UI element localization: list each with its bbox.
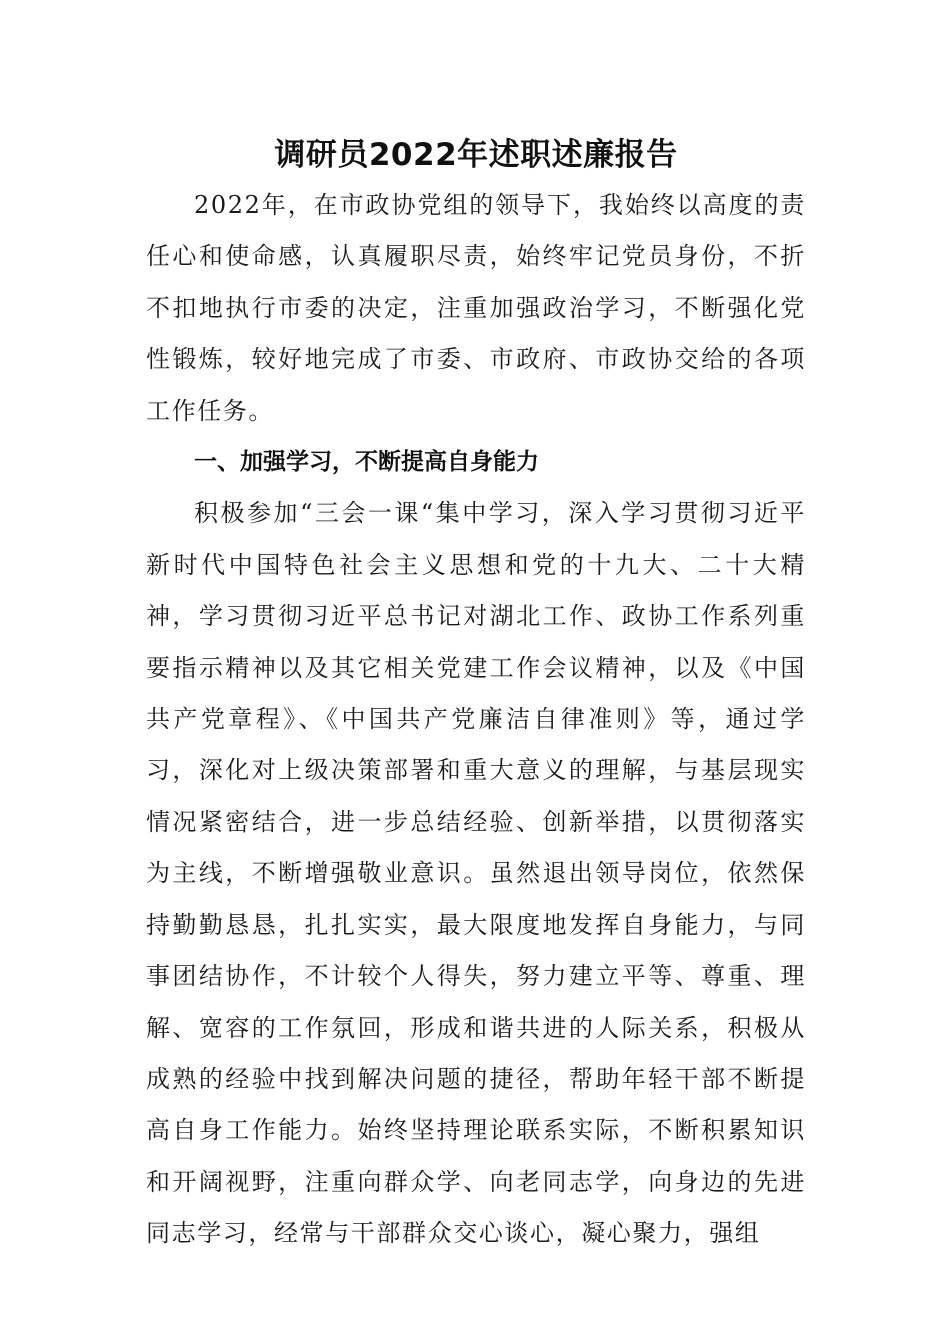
document-page	[146, 128, 806, 1260]
document-title: 调研员2022年述职述廉报告	[274, 137, 678, 173]
section-heading-1: 一、加强学习，不断提高自身能力	[194, 449, 539, 476]
intro-paragraph: 2022年，在市政协党组的领导下，我始终以高度的责任心和使命感，认真履职尽责，始终牢记党员身份，不折不扣地执行市委的决定，注重加强政治学习，不断强化党性锻炼，较好地完成了市委、市政府、市政协交给的各项工作任务。	[146, 191, 806, 425]
section-paragraph-1: 积极参加“三会一课“集中学习，深入学习贯彻习近平新时代中国特色社会主义思想和党的十九大、二十大精神，学习贯彻习近平总书记对湖北工作、政协工作系列重要指示精神以及其它相关党建工作会议精神，以及《中国共产党章程》、《中国共产党廉洁自律准则》等，通过学习，深化对上级决策部署和重大意义的理解，与基层现实情况紧密结合，进一步总结经验、创新举措，以贯彻落实为主线，不断增强敬业意识。虽然退出领导岗位，依然保持勤勤恳恳，扎扎实实，最大限度地发挥自身能力，与同事团结协作，不计较个人得失，努力建立平等、尊重、理解、宽容的工作氛回，形成和谐共进的人际关系，积极从成熟的经验中找到解决问题的捷径，帮助年轻干部不断提高自身工作能力。始终坚持理论联系实际，不断积累知识和开阔视野，注重向群众学、向老同志学，向身边的先进同志学习，经常与干部群众交心谈心，凝心聚力，强组	[146, 499, 806, 1248]
